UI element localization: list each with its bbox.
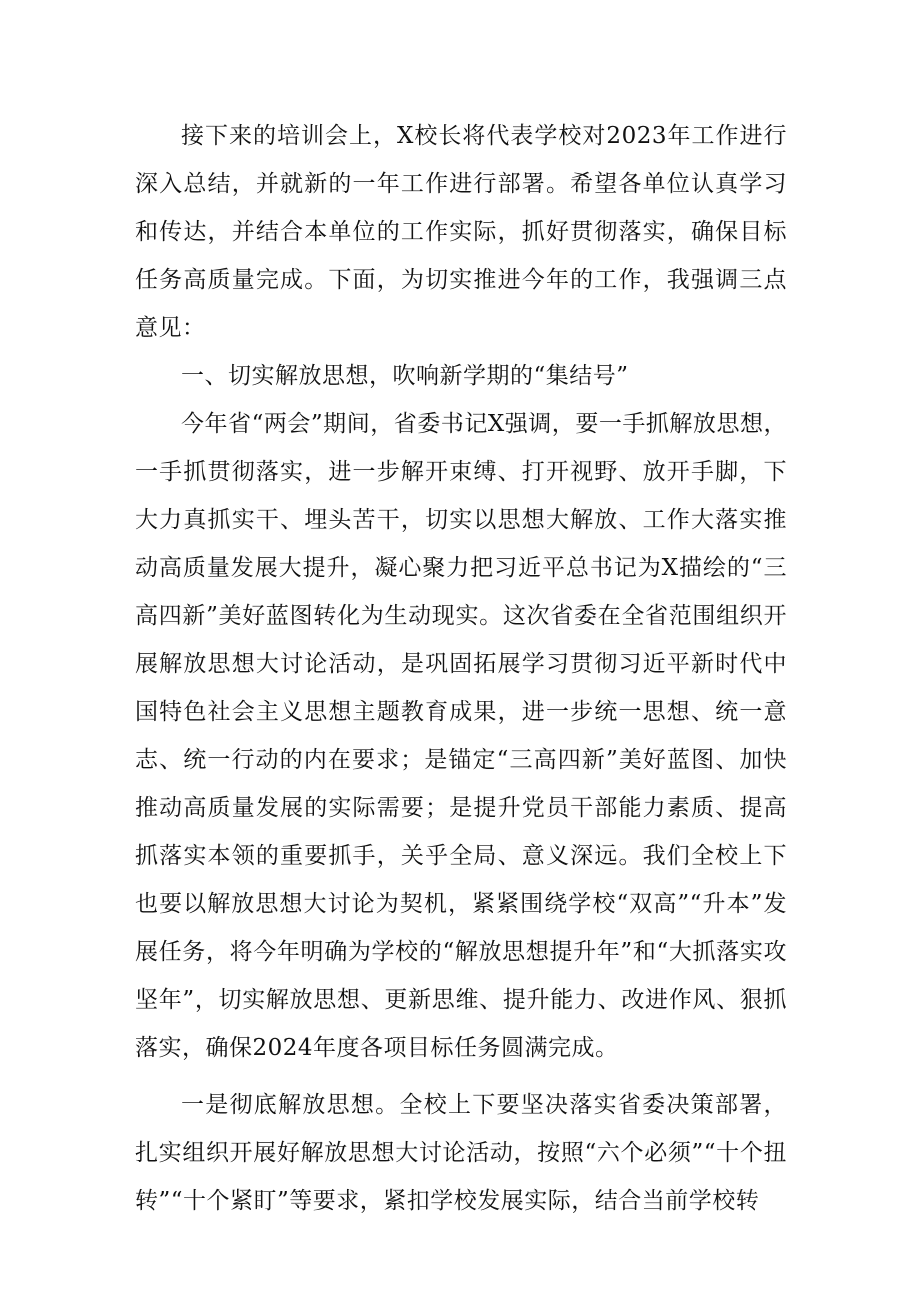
paragraph-intro: 接下来的培训会上，X校长将代表学校对2023年工作进行深入总结，并就新的一年工作进行部署。希望各单位认真学习和传达，并结合本单位的工作实际，抓好贯彻落实，确保目标任务高质量完成。下面，为切实推进今年的工作，我强调三点意见： [135,123,787,341]
paragraph-point-1: 一是彻底解放思想。全校上下要坚决落实省委决策部署，扎实组织开展好解放思想大讨论活动，按照“六个必须”“十个扭转”“十个紧盯”等要求，紧扣学校发展实际，结合当前学校转 [135,1092,787,1214]
document-body [135,112,787,1225]
section-heading-1: 一、切实解放思想，吹响新学期的“集结号” [181,363,629,389]
paragraph-section-1: 今年省“两会”期间，省委书记X强调，要一手抓解放思想，一手抓贯彻落实，进一步解开束缚、打开视野、放开手脚，下大力真抓实干、埋头苦干，切实以思想大解放、工作大落实推动高质量发展大提升，凝心聚力把习近平总书记为X描绘的“三高四新”美好蓝图转化为生动现实。这次省委在全省范围组织开展解放思想大讨论活动，是巩固拓展学习贯彻习近平新时代中国特色社会主义思想主题教育成果，进一步统一思想、统一意志、统一行动的内在要求；是锚定“三高四新”美好蓝图、加快推动高质量发展的实际需要；是提升党员干部能力素质、提高抓落实本领的重要抓手，关乎全局、意义深远。我们全校上下也要以解放思想大讨论为契机，紧紧围绕学校“双高”“升本”发展任务，将今年明确为学校的“解放思想提升年”和“大抓落实攻坚年”，切实解放思想、更新思维、提升能力、改进作风、狠抓落实，确保2024年度各项目标任务圆满完成。 [135,411,787,1061]
